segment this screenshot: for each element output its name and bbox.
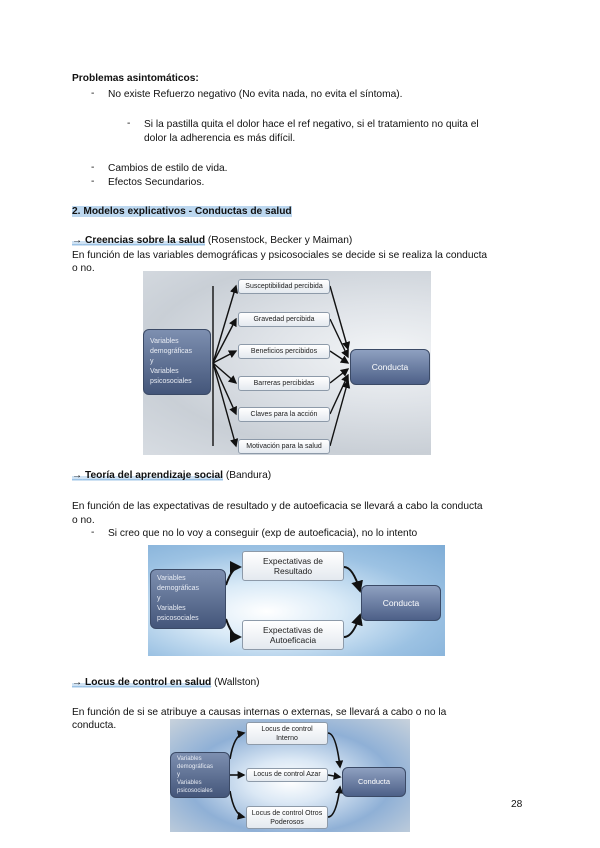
aprendizaje-bullet: Si creo que no lo voy a conseguir (exp de autoeficacia), no lo intento bbox=[108, 528, 418, 539]
heading-problems: Problemas asintomáticos: bbox=[72, 73, 199, 84]
diagram-creencias bbox=[143, 271, 431, 455]
aprendizaje-authors: (Bandura) bbox=[223, 470, 272, 481]
bullet-dash: - bbox=[91, 88, 95, 99]
section-title-text: 2. Modelos explicativos - Conductas de salud bbox=[72, 206, 292, 217]
bullet-refuerzo: No existe Refuerzo negativo (No evita nada, no evita el síntoma). bbox=[108, 89, 403, 100]
factor-motivacion: Motivación para la salud bbox=[238, 439, 330, 454]
aprendizaje-arrow: → bbox=[72, 470, 83, 481]
factor-susceptibilidad: Susceptibilidad percibida bbox=[238, 279, 330, 294]
locus-azar-box: Locus de control Azar bbox=[246, 768, 328, 782]
locus-text1: En función de si se atribuye a causas internas o externas, se llevará a cabo o no la bbox=[72, 707, 447, 718]
aprendizaje-text2: o no. bbox=[72, 515, 95, 526]
conducta-box: Conducta bbox=[342, 767, 406, 797]
conducta-box: Conducta bbox=[350, 349, 430, 385]
bullet-estilo: Cambios de estilo de vida. bbox=[108, 163, 228, 174]
locus-title: Locus de control en salud bbox=[82, 677, 211, 688]
bullet-efectos: Efectos Secundarios. bbox=[108, 177, 205, 188]
section-title bbox=[72, 205, 292, 218]
creencias-text1: En función de las variables demográficas y psicosociales se decide si se realiza la conducta bbox=[72, 250, 488, 261]
factor-barreras: Barreras percibidas bbox=[238, 376, 330, 391]
factor-gravedad: Gravedad percibida bbox=[238, 312, 330, 327]
page-number: 28 bbox=[511, 799, 523, 810]
creencias-heading bbox=[72, 234, 352, 247]
bullet-dash: - bbox=[91, 162, 95, 173]
creencias-arrow: → bbox=[72, 235, 83, 246]
locus-interno-box: Locus de control Interno bbox=[246, 722, 328, 745]
creencias-text2: o no. bbox=[72, 263, 95, 274]
variables-box bbox=[150, 569, 226, 629]
diagram-aprendizaje bbox=[148, 545, 445, 656]
locus-text2: conducta. bbox=[72, 720, 117, 731]
locus-arrow: → bbox=[72, 677, 83, 688]
bullet-dash: - bbox=[91, 527, 95, 538]
variables-text: Variables demográficas y Variables psicosociales bbox=[150, 338, 193, 385]
expectativas-autoeficacia-box: Expectativas de Autoeficacia bbox=[242, 620, 344, 650]
variables-box bbox=[170, 752, 230, 798]
locus-otros-box: Locus de control Otros Poderosos bbox=[246, 806, 328, 829]
creencias-authors: (Rosenstock, Becker y Maiman) bbox=[205, 235, 353, 246]
variables-text: Variables demográficas y Variables psicosociales bbox=[177, 756, 214, 794]
conducta-box: Conducta bbox=[361, 585, 441, 621]
aprendizaje-title: Teoría del aprendizaje social bbox=[82, 470, 223, 481]
locus-heading bbox=[72, 676, 260, 689]
aprendizaje-heading bbox=[72, 469, 271, 482]
diagram-locus bbox=[170, 719, 410, 832]
sub-bullet-line2: dolor la adherencia es más difícil. bbox=[144, 133, 296, 144]
bullet-dash: - bbox=[91, 176, 95, 187]
variables-text: Variables demográficas y Variables psicosociales bbox=[157, 575, 200, 622]
factor-claves: Claves para la acción bbox=[238, 407, 330, 422]
factor-beneficios: Beneficios percibidos bbox=[238, 344, 330, 359]
variables-box bbox=[143, 329, 211, 395]
aprendizaje-text1: En función de las expectativas de resultado y de autoeficacia se llevará a cabo la conducta bbox=[72, 501, 483, 512]
expectativas-resultado-box: Expectativas de Resultado bbox=[242, 551, 344, 581]
sub-bullet-line1: Si la pastilla quita el dolor hace el ref negativo, si el tratamiento no quita el bbox=[144, 119, 479, 130]
locus-authors: (Wallston) bbox=[211, 677, 260, 688]
sub-bullet-dash: - bbox=[127, 118, 131, 129]
creencias-title: Creencias sobre la salud bbox=[82, 235, 205, 246]
